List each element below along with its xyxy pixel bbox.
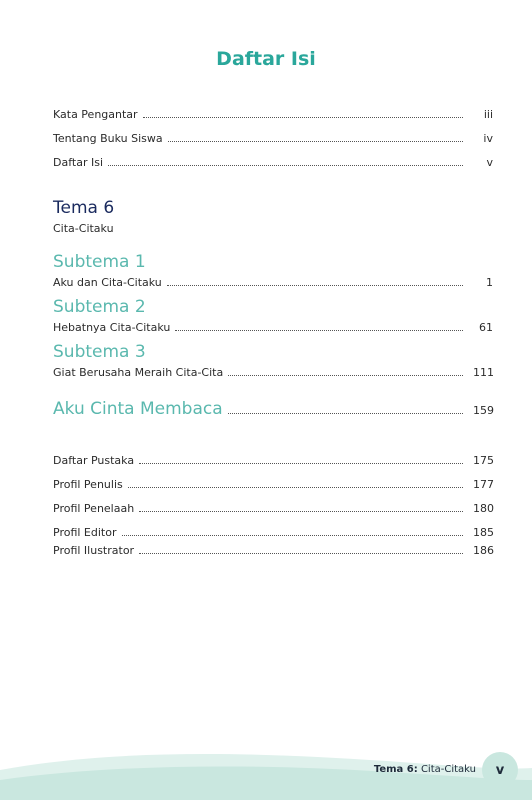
toc-label: Daftar Pustaka xyxy=(53,454,135,467)
toc-label: Profil Editor xyxy=(53,526,117,539)
dot-leader xyxy=(128,487,463,488)
toc-row-tentang-buku-siswa[interactable] xyxy=(53,132,493,146)
dot-leader xyxy=(228,413,463,414)
subtheme-heading-3: Subtema 3 xyxy=(53,342,146,362)
toc-row-subtheme-2[interactable] xyxy=(53,321,493,335)
theme-title: Tema 6 xyxy=(53,198,115,218)
toc-label: Profil Penelaah xyxy=(53,502,135,515)
toc-page-number: 1 xyxy=(486,276,493,289)
dot-leader xyxy=(167,285,463,286)
toc-row-kata-pengantar[interactable] xyxy=(53,108,493,122)
dot-leader xyxy=(139,511,463,512)
dot-leader xyxy=(168,141,463,142)
footer-theme-name: Cita-Citaku xyxy=(420,764,476,775)
toc-label: Giat Berusaha Meraih Cita-Cita xyxy=(53,366,224,379)
footer-theme-label xyxy=(374,764,476,775)
toc-row-profil-penelaah[interactable] xyxy=(53,502,493,516)
toc-page-number: v xyxy=(486,156,493,169)
dot-leader xyxy=(139,553,463,554)
toc-page-number: 186 xyxy=(473,544,494,557)
toc-row-daftar-isi[interactable] xyxy=(53,156,493,170)
toc-row-profil-ilustrator[interactable] xyxy=(53,544,493,558)
toc-page-number: 111 xyxy=(473,366,494,379)
toc-page-number: iii xyxy=(483,108,493,121)
subtheme-heading-2: Subtema 2 xyxy=(53,297,146,317)
dot-leader xyxy=(108,165,463,166)
toc-row-profil-editor[interactable] xyxy=(53,526,493,540)
toc-label: Hebatnya Cita-Citaku xyxy=(53,321,171,334)
dot-leader xyxy=(143,117,463,118)
toc-label: Daftar Isi xyxy=(53,156,103,169)
toc-row-subtheme-1[interactable] xyxy=(53,276,493,290)
toc-page-number: iv xyxy=(483,132,493,145)
toc-page-number: 159 xyxy=(473,404,494,417)
toc-row-profil-penulis[interactable] xyxy=(53,478,493,492)
toc-label: Aku Cinta Membaca xyxy=(53,399,223,419)
dot-leader xyxy=(228,375,463,376)
subtheme-heading-1: Subtema 1 xyxy=(53,252,146,272)
footer-theme-number: Tema 6: xyxy=(373,764,418,775)
page-number-badge: v xyxy=(482,752,518,788)
toc-label: Tentang Buku Siswa xyxy=(53,132,163,145)
toc-label: Profil Penulis xyxy=(53,478,123,491)
toc-row-daftar-pustaka[interactable] xyxy=(53,454,493,468)
toc-page-number: 177 xyxy=(473,478,494,491)
toc-label: Aku dan Cita-Citaku xyxy=(53,276,162,289)
toc-label: Profil Ilustrator xyxy=(53,544,135,557)
toc-page-number: 61 xyxy=(479,321,493,334)
toc-row-subtheme-3[interactable] xyxy=(53,366,493,380)
page-title: Daftar Isi xyxy=(216,48,316,70)
dot-leader xyxy=(122,535,464,536)
toc-page-number: 185 xyxy=(473,526,494,539)
dot-leader xyxy=(139,463,463,464)
dot-leader xyxy=(175,330,463,331)
toc-page-number: 180 xyxy=(473,502,494,515)
toc-page-number: 175 xyxy=(473,454,494,467)
toc-label: Kata Pengantar xyxy=(53,108,138,121)
theme-subtitle: Cita-Citaku xyxy=(53,222,114,235)
toc-row-aku-cinta-membaca[interactable] xyxy=(53,399,494,419)
